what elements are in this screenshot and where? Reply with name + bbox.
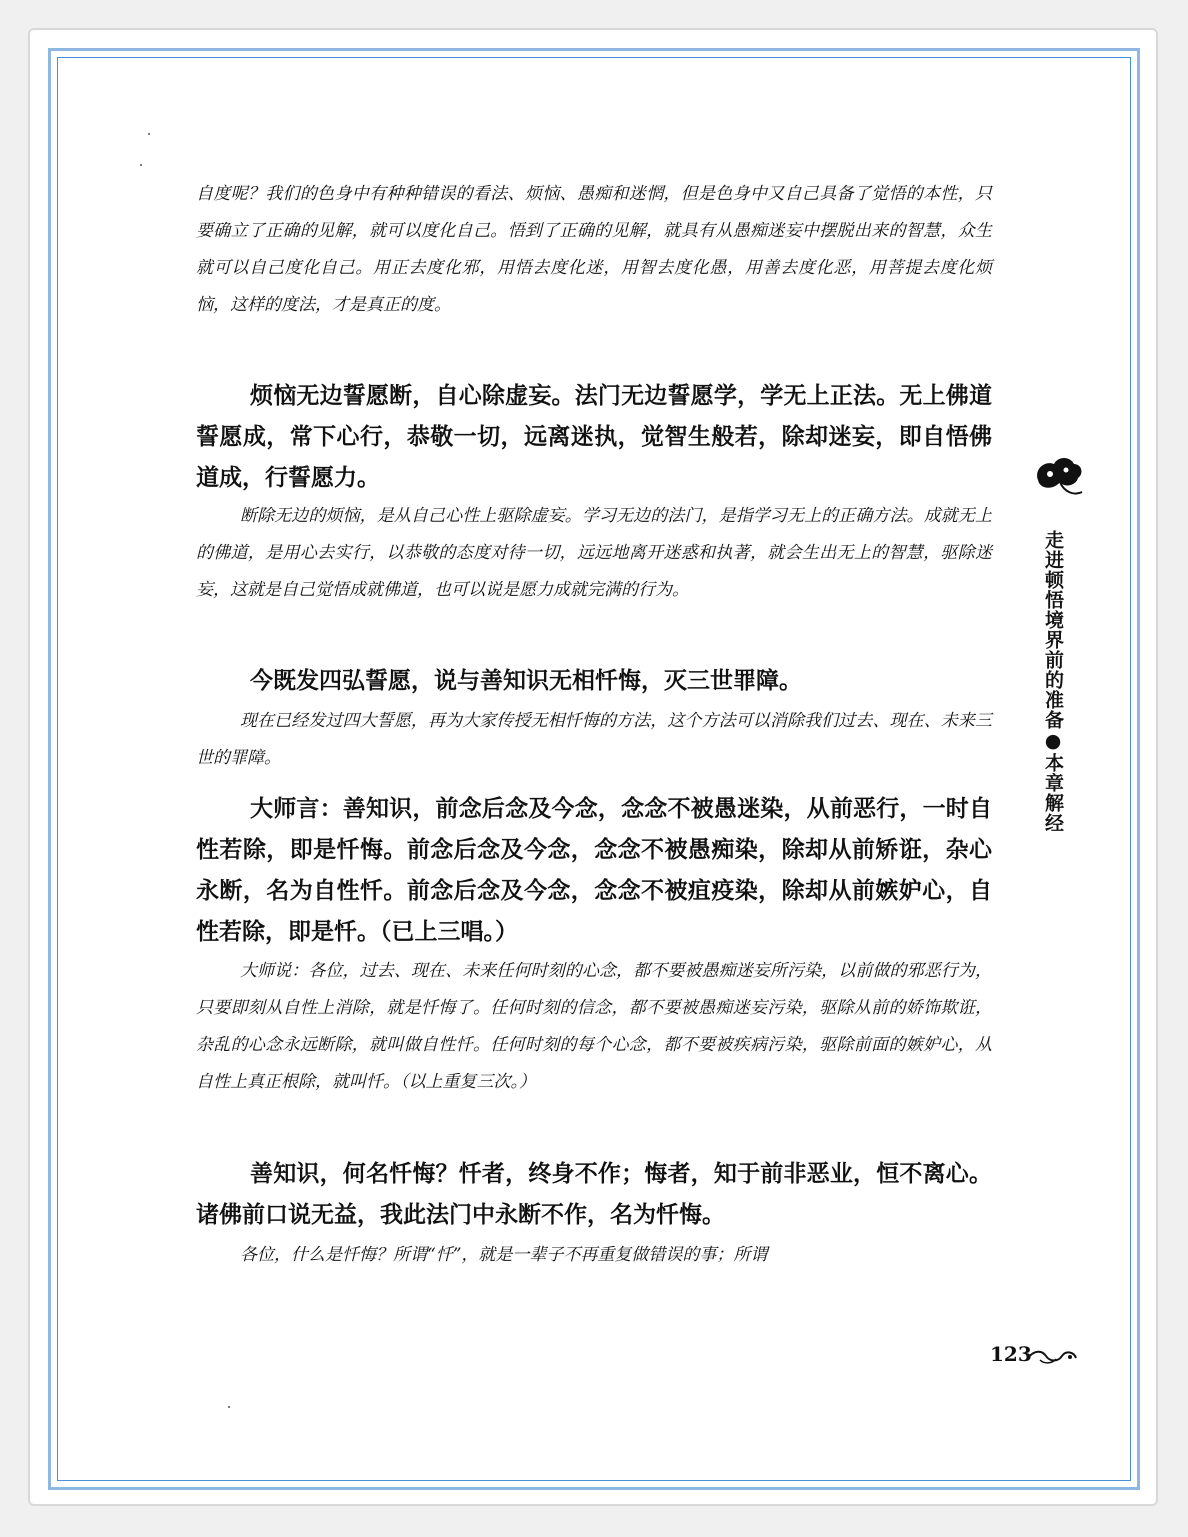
- commentary-block-1: [196, 176, 992, 324]
- scripture-paragraph: 善知识，何名忏悔？忏者，终身不作；悔者，知于前非恶业，恒不离心。诸佛前口说无益，我此法门中永断不作，名为忏悔。: [196, 1160, 992, 1228]
- scripture-block-2: [196, 660, 992, 701]
- scripture-block-1: [196, 375, 992, 498]
- scripture-block-4: [196, 1153, 992, 1235]
- commentary-paragraph: 各位，什么是忏悔？所谓“忏”，就是一辈子不再重复做错误的事；所谓: [240, 1245, 768, 1265]
- commentary-paragraph: 现在已经发过四大誓愿，再为大家传授无相忏悔的方法，这个方法可以消除我们过去、现在、未来三世的罪障。: [196, 711, 992, 768]
- commentary-paragraph: 断除无边的烦恼，是从自己心性上驱除虚妄。学习无边的法门，是指学习无上的正确方法。成就无上的佛道，是用心去实行，以恭敬的态度对待一切，远远地离开迷惑和执著，就会生出无上的智慧，驱除迷妄，这就是自己觉悟成就佛道，也可以说是愿力成就完满的行为。: [196, 506, 992, 600]
- page-number: 123: [990, 1342, 1032, 1366]
- scripture-paragraph: 大师言：善知识，前念后念及今念，念念不被愚迷染，从前恶行，一时自性若除，即是忏悔。前念后念及今念，念念不被愚痴染，除却从前矫诳，杂心永断，名为自性忏。前念后念及今念，念念不被疽疫染，除却从前嫉妒心，自性若除，即是忏。（已上三唱。）: [196, 795, 992, 945]
- scan-speck: [228, 1406, 230, 1408]
- scroll-ornament-icon: [1026, 1346, 1078, 1366]
- commentary-block-3: [196, 703, 992, 777]
- commentary-block-4: [196, 953, 992, 1101]
- scripture-paragraph: 今既发四弘誓愿，说与善知识无相忏悔，灭三世罪障。: [250, 667, 802, 694]
- cloud-ornament-icon: [1030, 452, 1086, 502]
- commentary-paragraph: 自度呢？我们的色身中有种种错误的看法、烦恼、愚痴和迷惘，但是色身中又自己具备了觉悟的本性，只要确立了正确的见解，就可以度化自己。悟到了正确的见解，就具有从愚痴迷妄中摆脱出来的智慧，众生就可以自己度化自己。用正去度化邪，用悟去度化迷，用智去度化愚，用善去度化恶，用菩提去度化烦恼，这样的度法，才是真正的度。: [196, 184, 992, 315]
- commentary-block-2: [196, 498, 992, 609]
- scripture-block-3: [196, 788, 992, 952]
- scan-speck: [140, 164, 142, 166]
- scan-speck: [148, 133, 150, 135]
- commentary-block-5: [196, 1237, 992, 1274]
- chapter-side-title: 走进顿悟境界前的准备●本章解经: [1042, 530, 1064, 833]
- scripture-paragraph: 烦恼无边誓愿断，自心除虚妄。法门无边誓愿学，学无上正法。无上佛道誓愿成，常下心行，恭敬一切，远离迷执，觉智生般若，除却迷妄，即自悟佛道成，行誓愿力。: [196, 382, 992, 491]
- commentary-paragraph: 大师说：各位，过去、现在、未来任何时刻的心念，都不要被愚痴迷妄所污染，以前做的邪恶行为，只要即刻从自性上消除，就是忏悔了。任何时刻的信念，都不要被愚痴迷妄污染，驱除从前的娇饰欺诳，杂乱的心念永远断除，就叫做自性忏。任何时刻的每个心念，都不要被疾病污染，驱除前面的嫉妒心，从自性上真正根除，就叫忏。（以上重复三次。）: [196, 961, 992, 1092]
